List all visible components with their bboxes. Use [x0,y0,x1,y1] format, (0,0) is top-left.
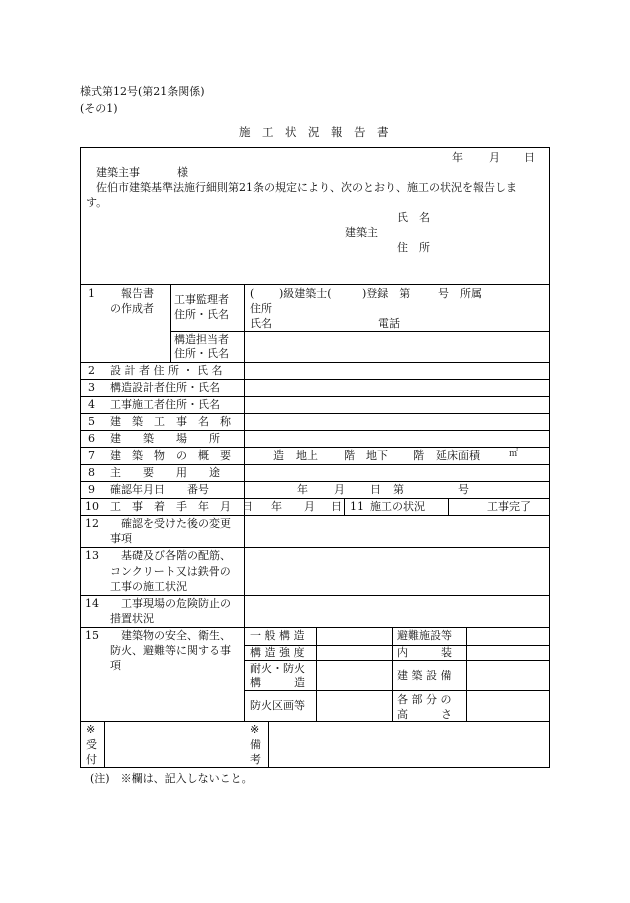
fireproof-structure-label: 耐火・防火 [250,662,305,675]
row-label-safety: 措置状況 [110,612,154,625]
structure-engineer-label: 構造担当者 [174,333,229,346]
row-label-designer: 設 計 者 住 所 ・ 氏 名 [110,364,223,377]
row-number: 5 [88,415,95,428]
number-suffix-label: 号 [458,483,469,496]
above-ground-label: 地上 [296,449,318,462]
row-label-foundation: コンクリート又は鉄骨の [110,565,231,578]
rule [80,481,550,482]
row-label-confirmation: 確認年月日 番号 [110,483,209,496]
rule [466,627,467,721]
row-number: 9 [88,483,95,496]
registration-number-label: 号 [438,287,449,300]
rule [170,331,244,332]
interior-finish-label: 内 装 [397,646,452,659]
row-number: 3 [88,381,95,394]
report-body-line1: 佐伯市建築基準法施行細則第21条の規定により、次のとおり、施工の状況を報告しま [96,181,517,194]
year-label: 年 [271,500,282,513]
general-structure-label: 一 般 構 造 [250,629,305,642]
row-number: 1 [88,287,95,300]
registration-label: )登録 第 [362,287,411,300]
row-label-building-safety: 防火、避難等に関する事 [110,644,231,657]
row-label-main-use: 主 要 用 途 [110,466,220,479]
row-number: 11 [350,500,364,513]
receipt-label: 受 [86,738,97,751]
square-meter-unit: ㎡ [509,449,519,459]
rule [80,284,550,285]
rule [80,396,550,397]
height-label: 高 さ [397,708,452,721]
rule [392,627,393,721]
row-number: 2 [88,364,95,377]
footnote: (注) ※欄は、記入しないこと。 [90,772,253,785]
rule [268,721,269,768]
row-number: 8 [88,466,95,479]
remarks-mark: ※ [250,723,260,736]
row-label-changes: 事項 [110,532,132,545]
year-label: 年 [297,483,308,496]
rule [244,331,550,332]
supervisor-address-label: 住所 [250,302,272,315]
honorific: 様 [177,166,188,179]
row-label-site: 建 築 場 所 [110,432,220,445]
row-label-safety: 工事現場の危険防止の [121,597,231,610]
office-label: 所属 [460,287,482,300]
floor-label: 階 [344,449,355,462]
row-label-contractor: 工事施工者住所・氏名 [110,398,220,411]
row-label-foundation: 工事の施工状況 [110,580,187,593]
rule [80,721,550,722]
month-label: 月 [304,500,315,513]
remarks-label: 考 [250,753,261,766]
rule [244,660,550,661]
row-number: 12 [85,517,99,530]
row-number: 13 [85,549,99,562]
construction-status-label: 施工の状況 [370,500,425,513]
qualification-label: )級建築士( [279,287,332,300]
form-number: 様式第12号(第21条関係) [80,85,205,98]
row-label-building-safety: 項 [110,659,121,672]
receipt-label: 付 [86,753,97,766]
rule [80,627,550,628]
number-prefix-label: 第 [393,483,404,496]
supervisor-name-label: 氏名 [250,317,272,330]
rule [80,362,550,363]
month-label: 月 [334,483,345,496]
day-label: 日 [331,500,342,513]
fire-compartment-label: 防火区画等 [250,699,305,712]
supervisor-label: 住所・氏名 [174,308,229,321]
rule [80,464,550,465]
building-equipment-label: 建 築 設 備 [397,669,452,682]
receipt-mark: ※ [86,723,96,736]
qualification-open: ( [250,287,255,300]
date-month-label: 月 [489,151,500,164]
rule [80,413,550,414]
row-number: 10 [85,500,99,513]
completion-label: 工事完了 [487,500,531,513]
row-label-structural-designer: 構造設計者住所・氏名 [110,381,220,394]
reporter-label: 報告書 [121,287,154,300]
phone-label: 電話 [378,317,400,330]
row-label-changes: 確認を受けた後の変更 [121,517,231,530]
row-label-building-safety: 建築物の安全、衛生、 [121,629,231,642]
rule [316,627,317,721]
supervisor-label: 工事監理者 [174,293,229,306]
floor-area-label: 延床面積 [436,449,480,462]
remarks-label: 備 [250,738,261,751]
addressee: 建築主事 [96,166,140,179]
rule [448,498,449,515]
evacuation-facility-label: 避難施設等 [397,629,452,642]
rule [104,721,105,768]
row-number: 15 [85,629,99,642]
rule [170,284,171,362]
fireproof-structure-label: 構 造 [250,676,305,689]
floor-label: 階 [413,449,424,462]
form-part: (その1) [80,102,118,115]
page-title: 施 工 状 況 報 告 書 [239,125,389,139]
height-label: 各 部 分 の [397,693,452,706]
row-number: 7 [88,449,95,462]
row-label-foundation: 基礎及び各階の配筋、 [121,549,231,562]
date-day-label: 日 [524,151,535,164]
reporter-label: の作成者 [110,302,154,315]
row-label-project-name: 建 築 工 事 名 称 [110,415,231,428]
day-label: 日 [370,483,381,496]
structure-type-label: 造 [273,449,284,462]
basement-label: 地下 [366,449,388,462]
rule [80,498,550,499]
rule [80,430,550,431]
structure-engineer-label: 住所・氏名 [174,347,229,360]
row-label-start-date: 工 事 着 手 年 月 日 [110,500,253,513]
row-label-building-overview: 建 築 物 の 概 要 [110,449,231,462]
date-year-label: 年 [452,151,463,164]
row-number: 14 [85,597,99,610]
rule [80,515,550,516]
row-number: 4 [88,398,95,411]
rule [80,595,550,596]
rule [244,690,550,691]
rule [80,379,550,380]
owner-label: 建築主 [345,226,378,239]
rule [80,447,550,448]
rule [80,547,550,548]
report-body-line2: す。 [86,196,108,209]
row-number: 6 [88,432,95,445]
address-label: 住 所 [397,241,430,254]
name-label: 氏 名 [397,211,430,224]
structural-strength-label: 構 造 強 度 [250,646,305,659]
rule [344,498,345,515]
